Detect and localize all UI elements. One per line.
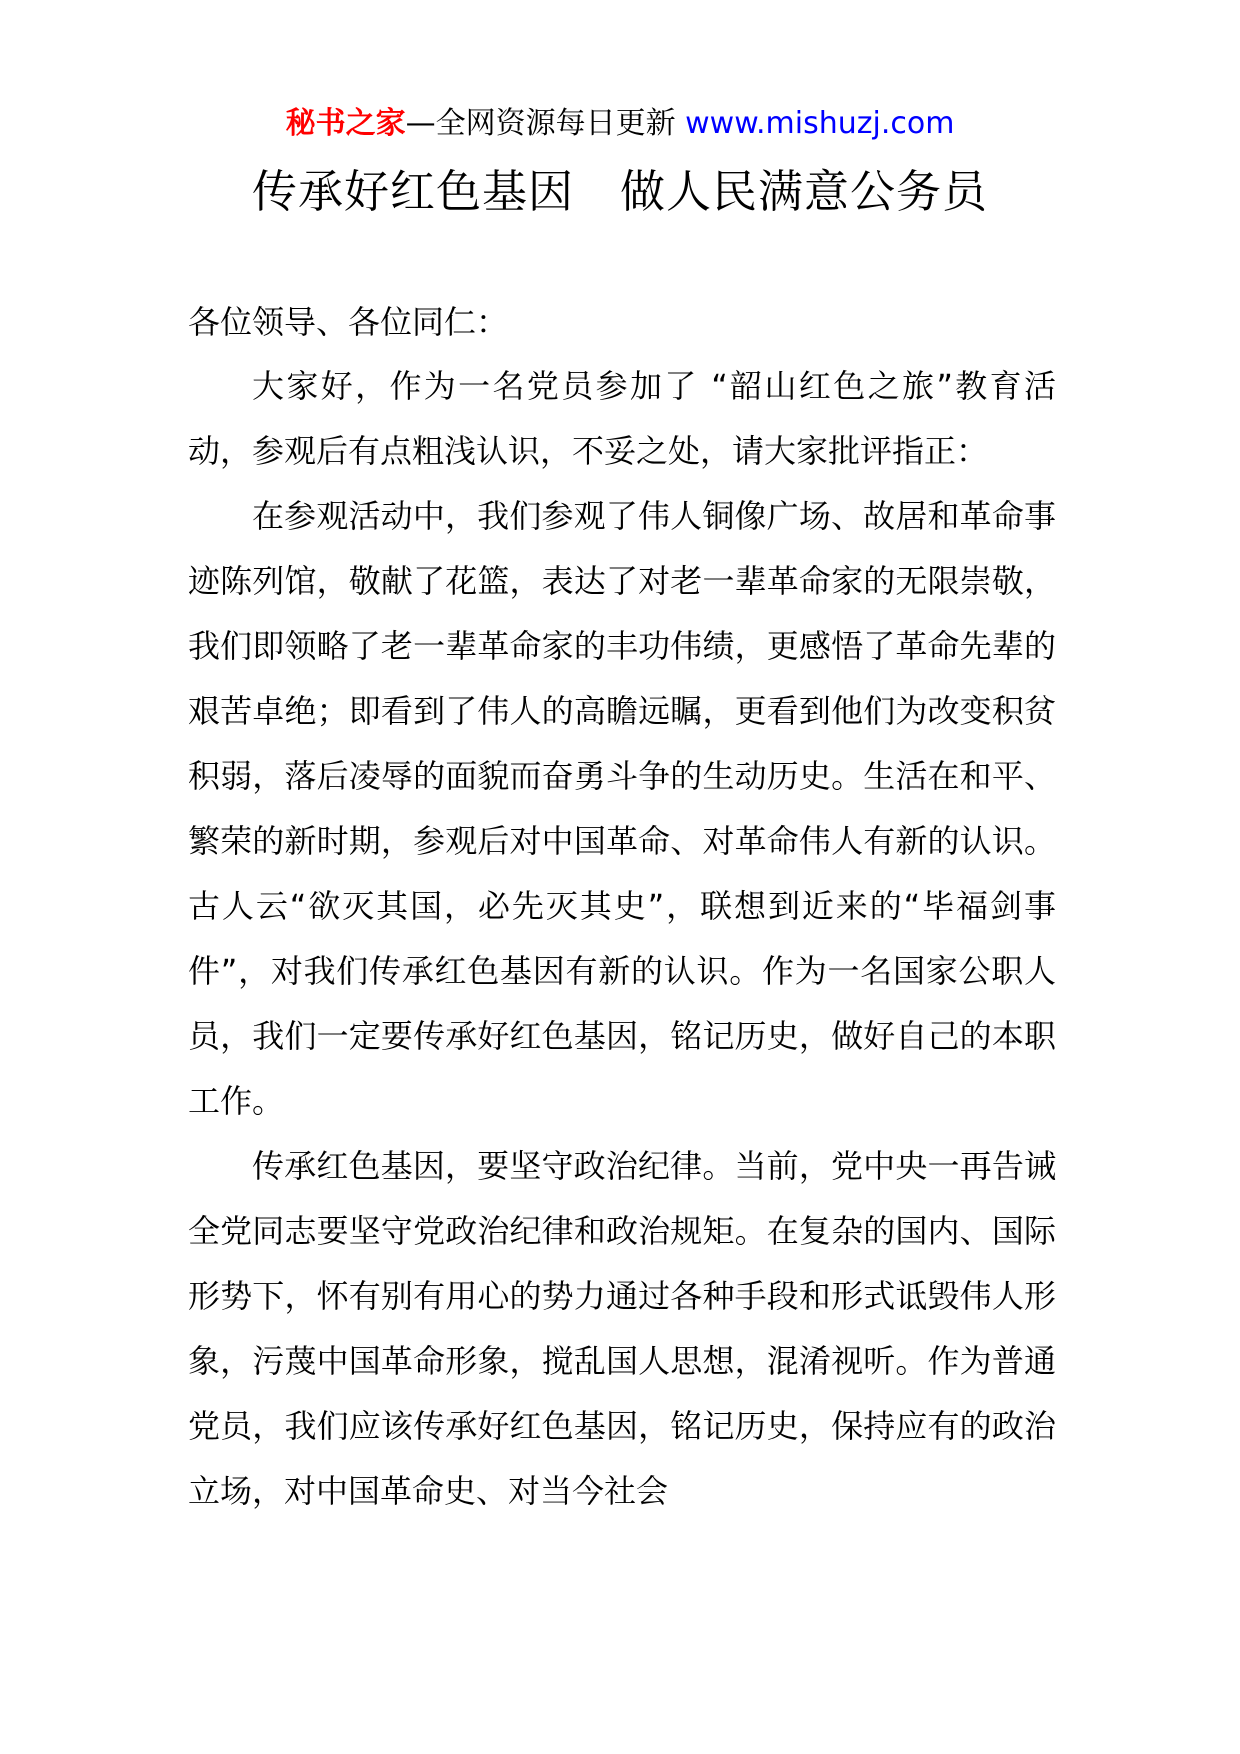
brand-name: 秘书之家	[285, 106, 406, 141]
header-tagline: —全网资源每日更新	[405, 106, 686, 141]
document-title: 传承好红色基因 做人民满意公务员	[251, 165, 988, 218]
site-header	[0, 102, 1240, 146]
paragraph-discipline: 传承红色基因，要坚守政治纪律。当前，党中央一再告诫全党同志要坚守党政治纪律和政治规矩。在复杂的国内、国际形势下，怀有别有用心的势力通过各种手段和形式诋毁伟人形象，污蔑中国革命形象，搅乱国人思想，混淆视听。作为普通党员，我们应该传承好红色基因，铭记历史，保持应有的政治立场，对中国革命史、对当今社会	[188, 1147, 1056, 1510]
paragraph-greeting: 大家好，作为一名党员参加了 “韶山红色之旅”教育活动，参观后有点粗浅认识，不妥之处，请大家批评指正：	[188, 367, 1056, 470]
site-url-link[interactable]: www.mishuzj.com	[685, 106, 955, 141]
document-body	[188, 290, 1056, 1524]
salutation: 各位领导、各位同仁：	[188, 303, 509, 341]
paragraph-visit: 在参观活动中，我们参观了伟人铜像广场、故居和革命事迹陈列馆，敬献了花篮，表达了对老一辈革命家的无限崇敬，我们即领略了老一辈革命家的丰功伟绩，更感悟了革命先辈的艰苦卓绝；即看到了伟人的高瞻远瞩，更看到他们为改变积贫积弱，落后凌辱的面貌而奋勇斗争的生动历史。生活在和平、繁荣的新时期，参观后对中国革命、对革命伟人有新的认识。古人云“欲灭其国，必先灭其史”，联想到近来的“毕福剑事件”，对我们传承红色基因有新的认识。作为一名国家公职人员，我们一定要传承好红色基因，铭记历史，做好自己的本职工作。	[188, 497, 1056, 1120]
